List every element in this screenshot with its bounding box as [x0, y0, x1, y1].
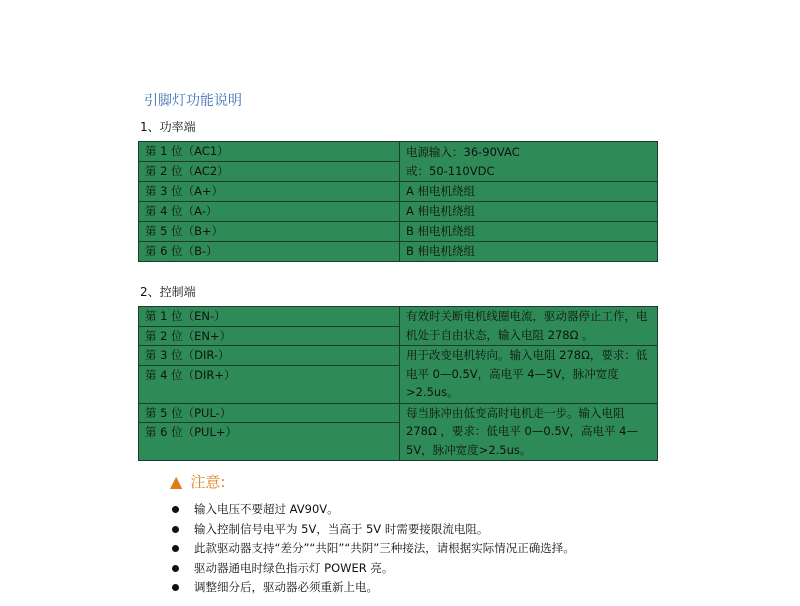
- pin-label: 第 4 位（DIR+）: [139, 365, 400, 403]
- section-title: 引脚灯功能说明: [144, 93, 242, 109]
- power-input-line-2: 或：50-110VDC: [406, 164, 495, 178]
- pin-label: 第 5 位（B+）: [139, 222, 400, 242]
- pin-label: 第 1 位（AC1）: [139, 142, 400, 162]
- list-item: 驱动器通电时绿色指示灯 POWER 亮。: [172, 559, 575, 579]
- list-item: 调整细分后，驱动器必须重新上电。: [172, 578, 575, 598]
- table-row: [139, 202, 658, 222]
- pin-label: 第 6 位（PUL+）: [139, 423, 400, 461]
- pin-label: 第 2 位（EN+）: [139, 326, 400, 346]
- notice-list: [172, 500, 575, 598]
- pin-label: 第 5 位（PUL-）: [139, 403, 400, 423]
- list-item: 输入控制信号电平为 5V，当高于 5V 时需要接限流电阻。: [172, 520, 575, 540]
- pin-label: 第 3 位（A+）: [139, 182, 400, 202]
- control-terminal-table: [138, 306, 658, 461]
- pin-desc: A 相电机绕组: [400, 202, 658, 222]
- pin-label: 第 6 位（B-）: [139, 242, 400, 262]
- notice-title: 注意:: [190, 473, 226, 491]
- control-terminal-heading: 2、控制端: [140, 285, 196, 299]
- en-desc: 有效时关断电机线圈电流，驱动器停止工作，电机处于自由状态，输入电阻 278Ω 。: [400, 307, 658, 346]
- table-row: [139, 222, 658, 242]
- table-row: [139, 242, 658, 262]
- table-row: [139, 346, 658, 366]
- warning-triangle-icon: ▲: [170, 472, 183, 491]
- pin-label: 第 3 位（DIR-）: [139, 346, 400, 366]
- pin-label: 第 1 位（EN-）: [139, 307, 400, 327]
- table-row: [139, 142, 658, 162]
- dir-desc: 用于改变电机转向。输入电阻 278Ω，要求：低电平 0—0.5V，高电平 4—5V，脉冲宽度 >2.5us。: [400, 346, 658, 404]
- list-item: 输入电压不要超过 AV90V。: [172, 500, 575, 520]
- power-input-line-1: 电源输入：36-90VAC: [406, 145, 520, 159]
- pin-label: 第 2 位（AC2）: [139, 162, 400, 182]
- power-terminal-heading: 1、功率端: [140, 120, 196, 134]
- power-terminal-table: [138, 141, 658, 262]
- list-item: 此款驱动器支持“差分”“共阳”“共阴”三种接法，请根据实际情况正确选择。: [172, 539, 575, 559]
- pin-label: 第 4 位（A-）: [139, 202, 400, 222]
- pul-desc: 每当脉冲由低变高时电机走一步。输入电阻 278Ω ，要求：低电平 0—0.5V，高电平 4—5V，脉冲宽度>2.5us。: [400, 403, 658, 461]
- power-input-desc: [400, 142, 658, 182]
- table-row: [139, 307, 658, 327]
- pin-desc: A 相电机绕组: [400, 182, 658, 202]
- notice-heading: [170, 471, 225, 492]
- table-row: [139, 403, 658, 423]
- table-row: [139, 182, 658, 202]
- pin-desc: B 相电机绕组: [400, 242, 658, 262]
- pin-desc: B 相电机绕组: [400, 222, 658, 242]
